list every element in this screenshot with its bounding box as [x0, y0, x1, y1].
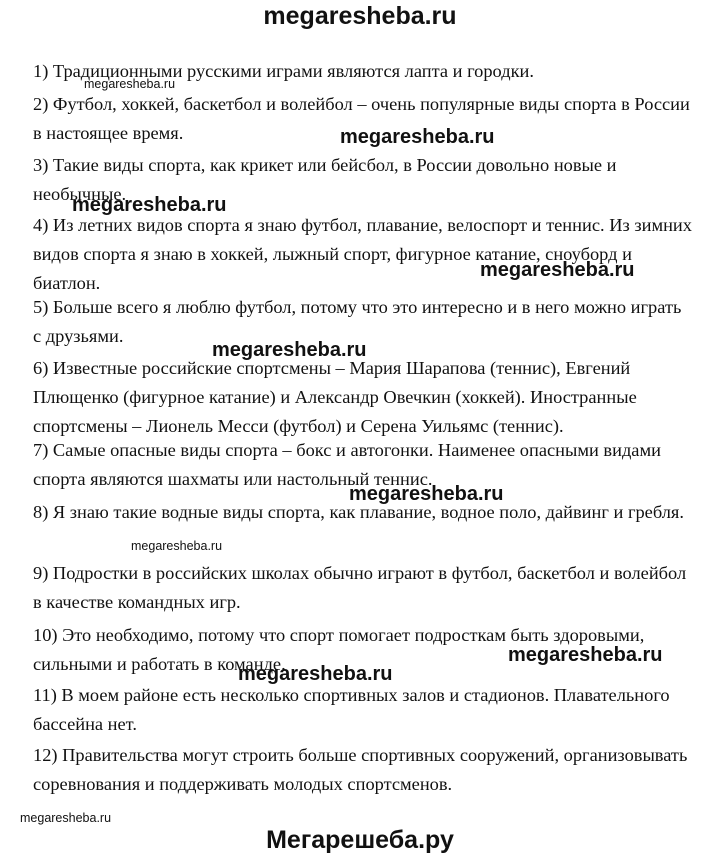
watermark: megaresheba.ru [238, 663, 393, 685]
watermark: megaresheba.ru [349, 483, 504, 505]
site-footer: Мегарешеба.ру [266, 826, 454, 854]
watermark: megaresheba.ru [480, 259, 635, 281]
watermark: megaresheba.ru [212, 339, 367, 361]
answer-6: 6) Известные российские спортсмены – Мария Шарапова (теннис), Евгений Плющенко (фигурное катание) и Александр Овечкин (хоккей). Иностранные спортсмены – Лионель Месси (футбол) и Серена Уильямс (теннис). [33, 358, 637, 436]
answer-4: 4) Из летних видов спорта я знаю футбол, плавание, велоспорт и теннис. Из зимних видов спорта я знаю в хоккей, лыжный спорт, фигурное катание, сноуборд и биатлон. [33, 215, 692, 293]
site-header: megaresheba.ru [263, 2, 457, 30]
answer-7: 7) Самые опасные виды спорта – бокс и автогонки. Наименее опасными видами спорта являются шахматы или настольный теннис. [33, 440, 661, 489]
watermark: megaresheba.ru [72, 194, 227, 216]
watermark: megaresheba.ru [508, 644, 663, 666]
answer-3: 3) Такие виды спорта, как крикет или бейсбол, в России довольно новые и необычные. [33, 155, 617, 204]
answer-5: 5) Больше всего я люблю футбол, потому что это интересно и в него можно играть с друзьями. [33, 297, 682, 346]
watermark: megaresheba.ru [131, 539, 223, 553]
answer-8: 8) Я знаю такие водные виды спорта, как плавание, водное поло, дайвинг и гребля. [33, 502, 684, 522]
watermark: megaresheba.ru [340, 126, 495, 148]
answer-1: 1) Традиционными русскими играми являются лапта и городки. [33, 61, 534, 81]
answer-10: 10) Это необходимо, потому что спорт помогает подросткам быть здоровыми, сильными и работать в команде. [33, 625, 645, 674]
watermark: megaresheba.ru [84, 77, 176, 91]
answer-12: 12) Правительства могут строить больше спортивных сооружений, организовывать соревнования и поддерживать молодых спортсменов. [33, 745, 688, 794]
answer-11: 11) В моем районе есть несколько спортивных залов и стадионов. Плавательного бассейна нет. [33, 685, 670, 734]
answer-2: 2) Футбол, хоккей, баскетбол и волейбол – очень популярные виды спорта в России в настоящее время. [33, 94, 690, 143]
answer-9: 9) Подростки в российских школах обычно играют в футбол, баскетбол и волейбол в качестве командных игр. [33, 563, 687, 612]
watermark: megaresheba.ru [20, 811, 112, 825]
